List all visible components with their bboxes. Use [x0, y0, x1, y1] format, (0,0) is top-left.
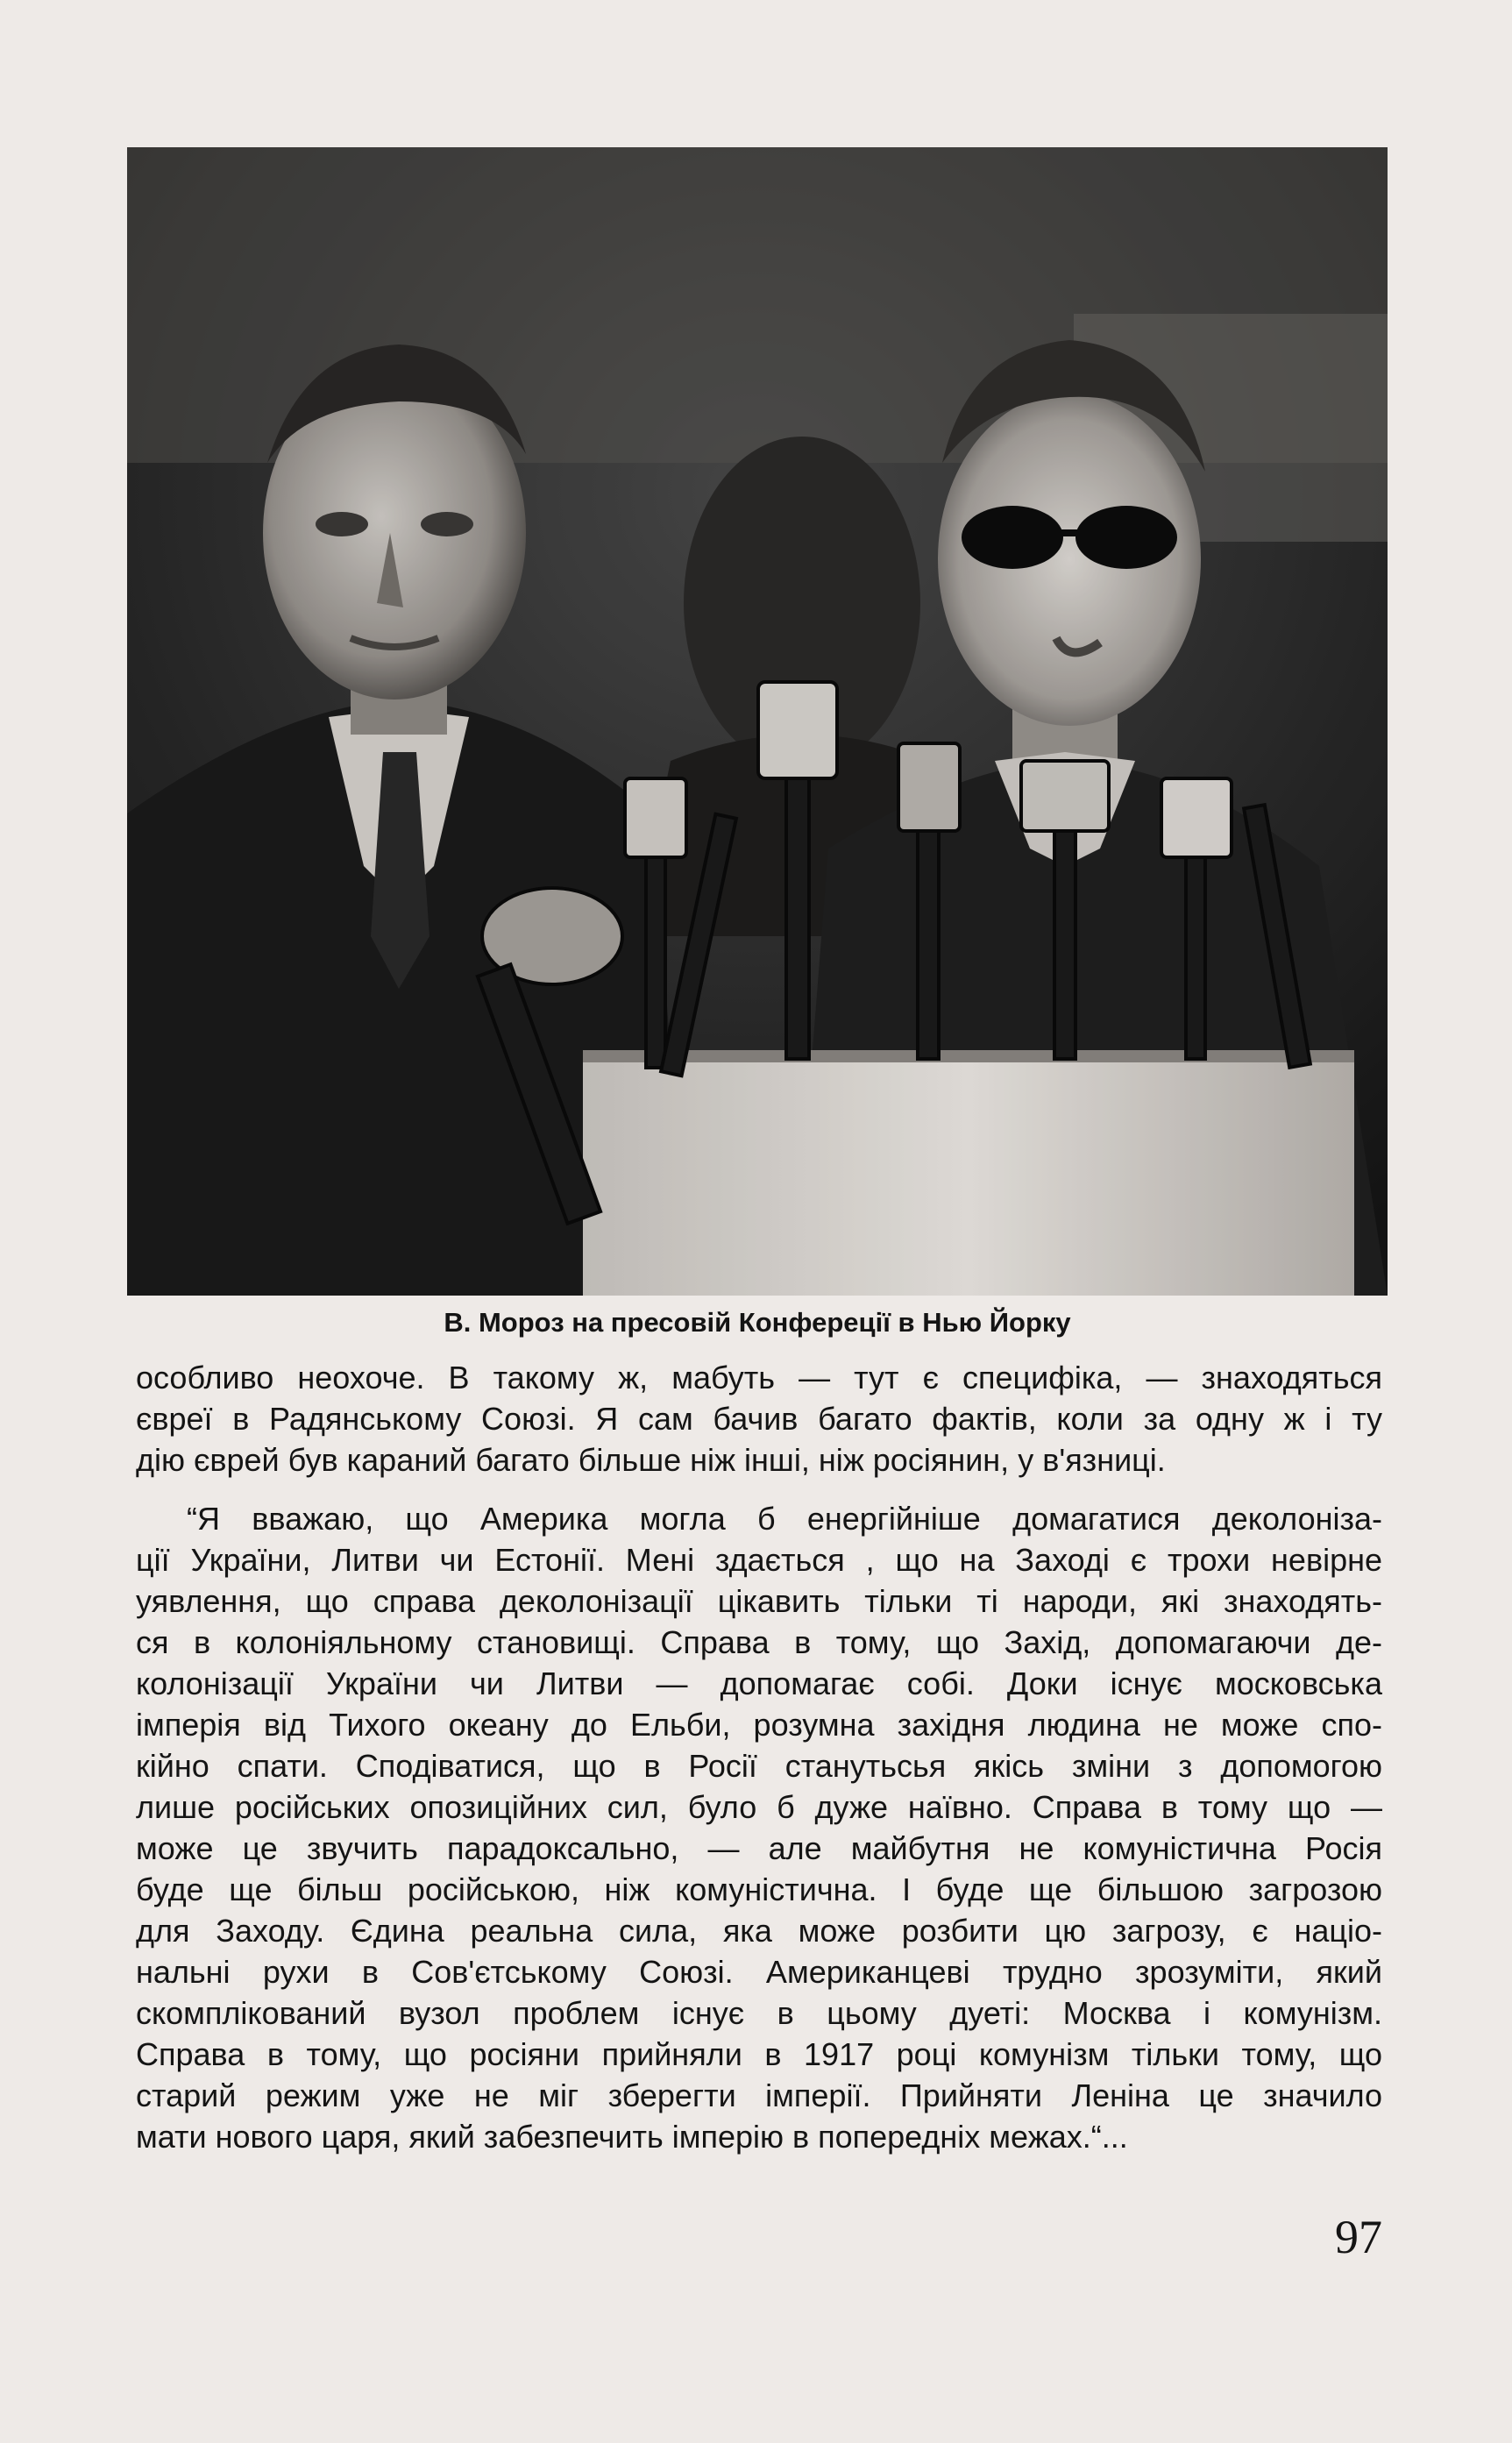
photo-illustration	[127, 147, 1388, 1296]
text-line: ся в колоніяльному становищі. Справа в тому, що Захід, допомагаючи де-	[136, 1624, 1382, 1660]
body-text	[136, 1357, 1382, 2157]
text-line: для Заходу. Єдина реальна сила, яка може розбити цю загрозу, є націо-	[136, 1913, 1382, 1949]
text-line: особливо неохоче. В такому ж, мабуть — тут є специфіка, — знаходяться	[136, 1360, 1382, 1395]
text-line: колонізації України чи Литви — допомагає собі. Доки існує московська	[136, 1665, 1382, 1701]
text-line: уявлення, що справа деколонізації цікавить тільки ті народи, які знаходять-	[136, 1583, 1382, 1619]
text-line: мати нового царя, який забезпечить імперію в попередніх межах.“...	[136, 2119, 1128, 2155]
text-line: дію єврей був караний багато більше ніж інші, ніж росіянин, у в'язниці.	[136, 1442, 1166, 1478]
text-line: Справа в тому, що росіяни прийняли в 1917 році комунізм тільки тому, що	[136, 2036, 1382, 2072]
text-line: ції України, Литви чи Естонії. Мені здається , що на Заході є трохи невірне	[136, 1542, 1382, 1578]
text-line: імперія від Тихого океану до Ельби, розумна західня людина не може спо-	[136, 1707, 1382, 1743]
press-conference-photo	[127, 147, 1388, 1296]
photo-caption: В. Мороз на пресовій Конфереції в Нью Йорку	[444, 1307, 1071, 1338]
text-line: “Я вважаю, що Америка могла б енергійніше домагатися деколоніза-	[187, 1501, 1382, 1537]
text-line: може це звучить парадоксально, — але майбутня не комуністична Росія	[136, 1830, 1382, 1866]
text-line: лише російських опозиційних сил, було б дуже наївно. Справа в тому що —	[136, 1789, 1382, 1825]
text-line: євреї в Радянському Союзі. Я сам бачив багато фактів, коли за одну ж і ту	[136, 1401, 1382, 1437]
text-line: старий режим уже не міг зберегти імперії. Прийняти Леніна це значило	[136, 2077, 1382, 2113]
paragraph-gap	[136, 1481, 1382, 1498]
text-line: скомплікований вузол проблем існує в цьому дуеті: Москва і комунізм.	[136, 1995, 1382, 2031]
page-number: 97	[1335, 2211, 1382, 2263]
text-line: буде ще більш російською, ніж комуністична. І буде ще більшою загрозою	[136, 1871, 1382, 1907]
text-line: нальні рухи в Сов'єтському Союзі. Американцеві трудно зрозуміти, який	[136, 1954, 1382, 1990]
text-line: кійно спати. Сподіватися, що в Росії станутьсья якісь зміни з допомогою	[136, 1748, 1382, 1784]
